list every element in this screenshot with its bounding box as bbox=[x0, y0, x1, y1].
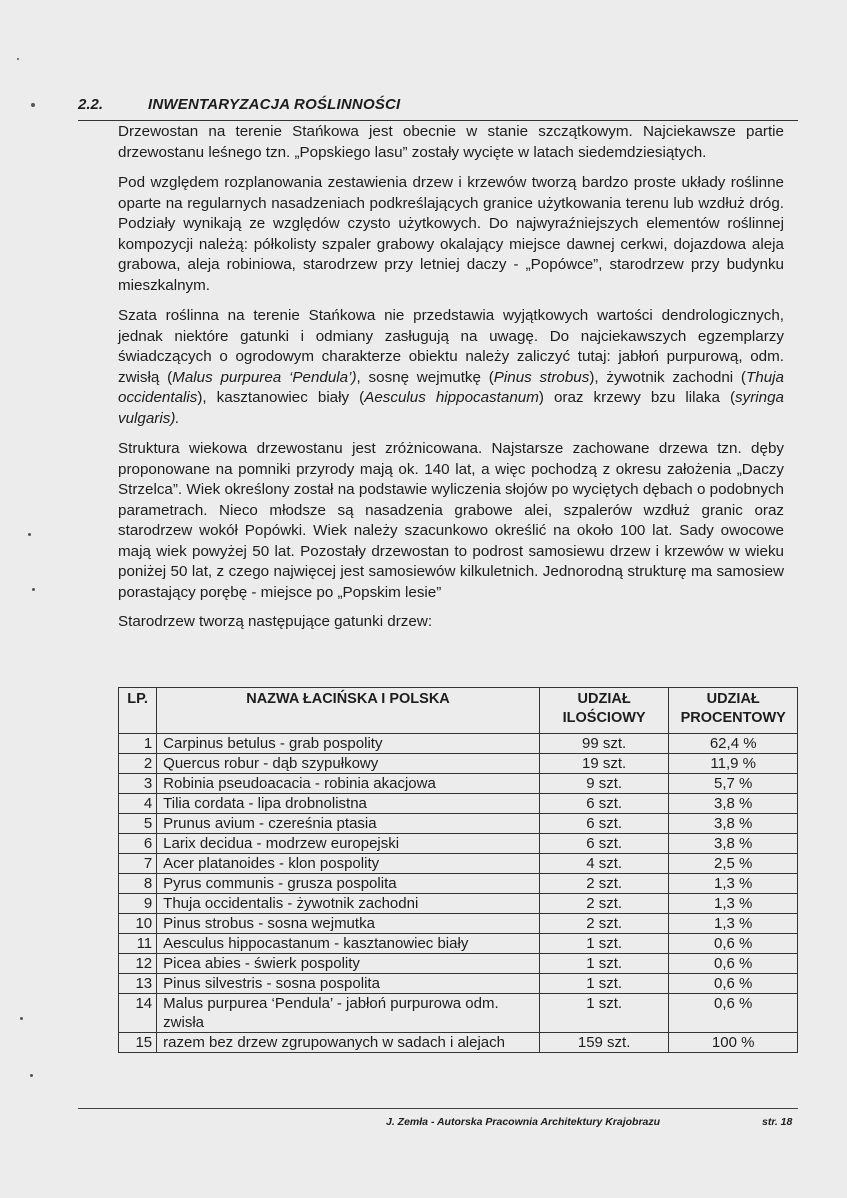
row-lp: 12 bbox=[119, 954, 157, 974]
row-quantity: 4 szt. bbox=[539, 854, 669, 874]
latin-name: syringa vulgaris). bbox=[118, 389, 785, 427]
row-lp: 5 bbox=[119, 814, 157, 834]
row-lp: 14 bbox=[119, 994, 157, 1033]
header-name: NAZWA ŁACIŃSKA I POLSKA bbox=[157, 688, 540, 734]
row-species-name: Pinus strobus - sosna wejmutka bbox=[157, 914, 540, 934]
row-lp: 1 bbox=[119, 734, 157, 754]
row-percent: 0,6 % bbox=[669, 994, 798, 1033]
table-row bbox=[119, 914, 798, 934]
row-percent: 0,6 % bbox=[669, 974, 798, 994]
margin-bullet bbox=[30, 1074, 33, 1077]
species-table bbox=[118, 687, 798, 1053]
row-percent: 3,8 % bbox=[669, 834, 798, 854]
table-body bbox=[119, 734, 798, 1053]
row-percent: 2,5 % bbox=[669, 854, 798, 874]
scan-speck bbox=[17, 58, 19, 60]
section-title: INWENTARYZACJA ROŚLINNOŚCI bbox=[148, 96, 401, 113]
paragraph-age-structure: Struktura wiekowa drzewostanu jest zróżnicowana. Najstarsze zachowane drzewa tzn. dęby proponowane na pomniki przyrody mają ok. 140 lat, a więc pochodzą z okresu założenia „Daczy Strzelca”. Wiek określony został na podstawie wyliczenia słojów po wyciętych dębach o podobnych parametrach. Nieco młodsze są nasadzenia grabowe alei, szpalerów wzdłuż granic oraz starodrzew wokół Popówki. Wiek należy szacunkowo określić na około 100 lat. Sady owocowe mają wiek powyżej 50 lat. Pozostały drzewostan to podrost samosiewu drzew i krzewów w wieku poniżej 50 lat, z czego najwięcej jest samosiewów kilkuletnich. Jednorodną strukturę ma samosiew porastający porębę - miejsce po „Popskim lesie” bbox=[118, 440, 784, 601]
row-lp: 3 bbox=[119, 774, 157, 794]
row-percent: 0,6 % bbox=[669, 934, 798, 954]
section-number: 2.2. bbox=[78, 96, 104, 113]
row-quantity: 2 szt. bbox=[539, 874, 669, 894]
row-species-name: Carpinus betulus - grab pospolity bbox=[157, 734, 540, 754]
footer-credit: J. Zemła - Autorska Pracownia Architektury Krajobrazu bbox=[386, 1116, 661, 1128]
section-heading bbox=[78, 96, 798, 121]
row-lp: 4 bbox=[119, 794, 157, 814]
margin-bullet bbox=[32, 588, 35, 591]
paragraph: Drzewostan na terenie Stańkowa jest obecnie w stanie szczątkowym. Najciekawsze partie drzewostanu leśnego tzn. „Popskiego lasu” zostały wycięte w latach siedemdziesiątych. bbox=[118, 123, 784, 161]
row-percent: 100 % bbox=[669, 1033, 798, 1053]
table-row bbox=[119, 1033, 798, 1053]
text-run: ) oraz krzewy bzu lilaka ( bbox=[538, 389, 736, 406]
row-quantity: 2 szt. bbox=[539, 914, 669, 934]
margin-bullet bbox=[20, 1017, 23, 1020]
row-quantity: 99 szt. bbox=[539, 734, 669, 754]
row-quantity: 9 szt. bbox=[539, 774, 669, 794]
row-percent: 5,7 % bbox=[669, 774, 798, 794]
row-species-name: Larix decidua - modrzew europejski bbox=[157, 834, 540, 854]
latin-name: Pinus strobus bbox=[493, 368, 590, 386]
table-row bbox=[119, 934, 798, 954]
paragraph-species-highlights bbox=[118, 306, 784, 429]
row-species-name: Quercus robur - dąb szypułkowy bbox=[157, 754, 540, 774]
row-quantity: 2 szt. bbox=[539, 894, 669, 914]
row-quantity: 159 szt. bbox=[539, 1033, 669, 1053]
row-species-name: Robinia pseudoacacia - robinia akacjowa bbox=[157, 774, 540, 794]
row-species-name: razem bez drzew zgrupowanych w sadach i alejach bbox=[157, 1033, 540, 1053]
table-header-row bbox=[119, 688, 798, 734]
table-row bbox=[119, 834, 798, 854]
row-quantity: 6 szt. bbox=[539, 794, 669, 814]
text-run: , sosnę wejmutkę ( bbox=[356, 368, 494, 386]
text-run: ), kasztanowiec biały ( bbox=[197, 389, 365, 406]
text-run: ), żywotnik zachodni ( bbox=[589, 368, 746, 386]
latin-name: Thuja occidentalis bbox=[118, 368, 784, 406]
row-lp: 9 bbox=[119, 894, 157, 914]
row-percent: 3,8 % bbox=[669, 814, 798, 834]
table-row bbox=[119, 734, 798, 754]
table-row bbox=[119, 794, 798, 814]
row-lp: 11 bbox=[119, 934, 157, 954]
row-lp: 10 bbox=[119, 914, 157, 934]
row-percent: 62,4 % bbox=[669, 734, 798, 754]
body-text bbox=[118, 122, 784, 643]
row-percent: 11,9 % bbox=[669, 754, 798, 774]
row-percent: 3,8 % bbox=[669, 794, 798, 814]
row-species-name: Aesculus hippocastanum - kasztanowiec biały bbox=[157, 934, 540, 954]
header-pct-line2: PROCENTOWY bbox=[680, 710, 786, 726]
row-species-name: Pinus silvestris - sosna pospolita bbox=[157, 974, 540, 994]
text-run: Szata roślinna na terenie Stańkowa nie przedstawia wyjątkowych wartości dendrologicznych, jednak niektóre gatunki i odmiany zasługują na uwagę. Do najciekawszych egzemplarzy świadczących o ogrodowym charakterze obiektu należy zaliczyć tutaj: jabłoń purpurową, odm. zwisłą ( bbox=[118, 307, 784, 386]
row-quantity: 19 szt. bbox=[539, 754, 669, 774]
paragraph: Pod względem rozplanowania zestawienia drzew i krzewów tworzą bardzo proste układy roślinne oparte na regularnych nasadzeniach podkreślających granice użytkowania terenu lub wzdłuż dróg. Podziały wynikają ze względów czysto użytkowych. Do najwyraźniejszych elementów roślinnej kompozycji należą: półkolisty szpaler grabowy okalający miejsce dawnej cerkwi, dojazdowa aleja grabowa, aleja robiniowa, starodrzew przy letniej daczy - „Popówce”, starodrzew przy budynku mieszkalnym. bbox=[118, 174, 784, 294]
row-percent: 1,3 % bbox=[669, 874, 798, 894]
margin-bullet bbox=[28, 533, 31, 536]
table-row bbox=[119, 874, 798, 894]
latin-name: Malus purpurea ‘Pendula’) bbox=[172, 368, 357, 386]
row-species-name: Thuja occidentalis - żywotnik zachodni bbox=[157, 894, 540, 914]
header-qty bbox=[539, 688, 669, 734]
table-row bbox=[119, 774, 798, 794]
row-lp: 2 bbox=[119, 754, 157, 774]
row-quantity: 1 szt. bbox=[539, 934, 669, 954]
row-quantity: 1 szt. bbox=[539, 994, 669, 1033]
row-lp: 8 bbox=[119, 874, 157, 894]
header-qty-line2: ILOŚCIOWY bbox=[562, 710, 646, 726]
row-quantity: 1 szt. bbox=[539, 954, 669, 974]
row-quantity: 6 szt. bbox=[539, 834, 669, 854]
row-percent: 0,6 % bbox=[669, 954, 798, 974]
table-row bbox=[119, 754, 798, 774]
row-quantity: 6 szt. bbox=[539, 814, 669, 834]
header-pct bbox=[669, 688, 798, 734]
table-intro: Starodrzew tworzą następujące gatunki drzew: bbox=[118, 613, 433, 630]
row-species-name: Pyrus communis - grusza pospolita bbox=[157, 874, 540, 894]
header-pct-line1: UDZIAŁ bbox=[706, 691, 760, 707]
row-percent: 1,3 % bbox=[669, 894, 798, 914]
header-lp: LP. bbox=[119, 688, 157, 734]
row-percent: 1,3 % bbox=[669, 914, 798, 934]
table-row bbox=[119, 814, 798, 834]
header-qty-line1: UDZIAŁ bbox=[577, 691, 631, 707]
row-species-name: Prunus avium - czereśnia ptasia bbox=[157, 814, 540, 834]
row-lp: 7 bbox=[119, 854, 157, 874]
page-number: str. 18 bbox=[762, 1116, 793, 1128]
row-species-name: Tilia cordata - lipa drobnolistna bbox=[157, 794, 540, 814]
row-species-name: Malus purpurea ‘Pendula’ - jabłoń purpurowa odm. zwisła bbox=[157, 994, 540, 1033]
table-row bbox=[119, 974, 798, 994]
table-row bbox=[119, 994, 798, 1033]
row-lp: 15 bbox=[119, 1033, 157, 1053]
row-species-name: Picea abies - świerk pospolity bbox=[157, 954, 540, 974]
margin-bullet bbox=[31, 103, 35, 107]
table-row bbox=[119, 954, 798, 974]
row-quantity: 1 szt. bbox=[539, 974, 669, 994]
footer-rule bbox=[78, 1108, 798, 1109]
row-lp: 13 bbox=[119, 974, 157, 994]
table-row bbox=[119, 894, 798, 914]
latin-name: Aesculus hippocastanum bbox=[364, 389, 539, 406]
row-lp: 6 bbox=[119, 834, 157, 854]
table-row bbox=[119, 854, 798, 874]
row-species-name: Acer platanoides - klon pospolity bbox=[157, 854, 540, 874]
